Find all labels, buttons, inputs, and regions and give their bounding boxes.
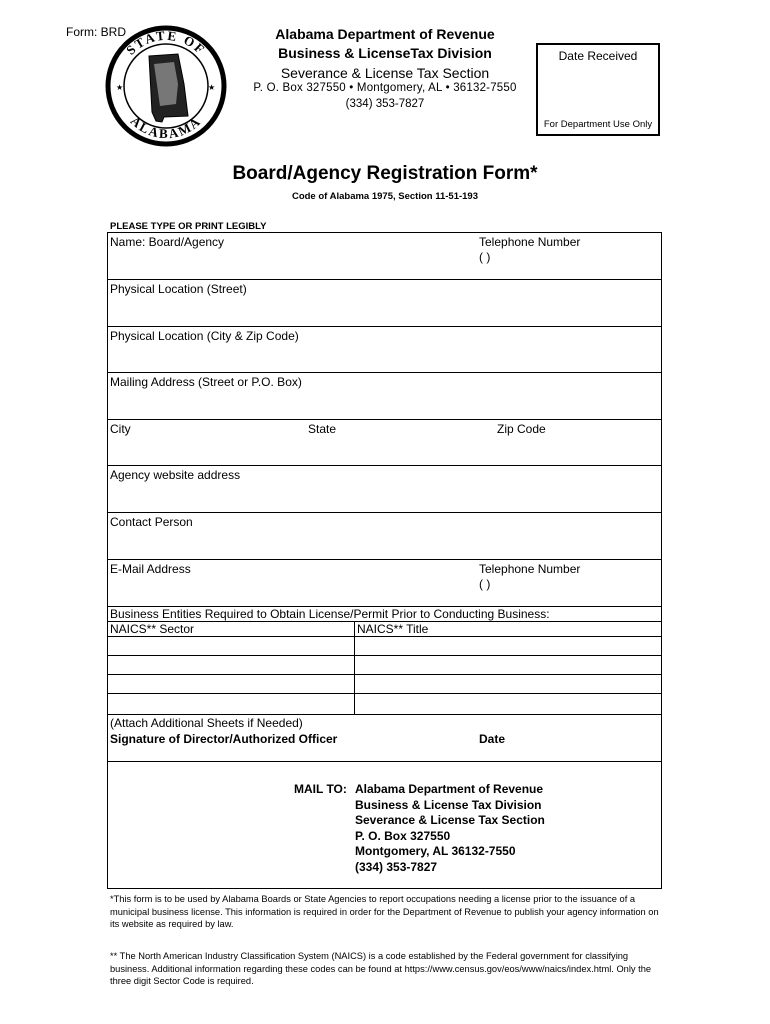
footnote-1: *This form is to be used by Alabama Boards or State Agencies to report occupations needing a license prior to the issuance of a municipal business license. This information is required in order for the Department of Revenue to publish your agency information on its website as required by law. xyxy=(110,894,659,929)
email-label: E-Mail Address xyxy=(110,562,191,576)
zip-label: Zip Code xyxy=(497,422,546,436)
footnote-2: ** The North American Industry Classification System (NAICS) is a code established by the Federal government for classifying business. Additional information regarding these codes can be found at https://www.census.gov/eos/www/naics/index.html. Only the three digit Sector Code is required. xyxy=(110,951,652,986)
mail-to-label: MAIL TO: xyxy=(294,782,347,796)
city-label: City xyxy=(110,422,131,436)
mail-line-1: Alabama Department of Revenue xyxy=(355,782,544,796)
form-id: Form: BRD xyxy=(66,25,126,39)
naics-row[interactable] xyxy=(108,694,661,715)
contact-person-field[interactable] xyxy=(108,513,661,560)
dept-phone: (334) 353-7827 xyxy=(345,98,425,110)
naics-header-row xyxy=(108,622,661,637)
entities-heading xyxy=(108,607,661,622)
signature-field[interactable] xyxy=(108,715,661,762)
mail-line-2: Business & License Tax Division xyxy=(355,797,542,812)
physical-city-field[interactable] xyxy=(108,327,661,373)
board-name-label: Name: Board/Agency xyxy=(110,235,225,249)
dept-name: Alabama Department of Revenue xyxy=(275,26,495,42)
physical-street-label: Physical Location (Street) xyxy=(110,282,247,296)
telephone-parens: ( ) xyxy=(479,250,491,264)
physical-city-label: Physical Location (City & Zip Code) xyxy=(110,329,299,343)
section-name: Severance & License Tax Section xyxy=(280,65,490,81)
state-seal-icon xyxy=(104,24,228,148)
date-label: Date xyxy=(479,732,506,746)
mailing-address-field[interactable] xyxy=(108,373,661,420)
board-name-field[interactable] xyxy=(108,233,661,280)
date-received-label: Date Received xyxy=(558,49,638,63)
svg-text:★: ★ xyxy=(116,83,124,92)
telephone-label-2: Telephone Number xyxy=(479,562,581,576)
dept-address: P. O. Box 327550 • Montgomery, AL • 36132-7550 xyxy=(253,82,517,94)
physical-street-field[interactable] xyxy=(108,280,661,327)
print-legibly: PLEASE TYPE OR PRINT LEGIBLY xyxy=(110,221,267,232)
telephone-label: Telephone Number xyxy=(479,235,581,249)
state-label: State xyxy=(308,422,337,436)
division-name: Business & LicenseTax Division xyxy=(278,45,492,61)
registration-form xyxy=(107,232,662,889)
website-label: Agency website address xyxy=(110,468,241,482)
svg-text:★: ★ xyxy=(208,83,216,92)
naics-title-label: NAICS** Title xyxy=(357,622,429,636)
naics-row[interactable] xyxy=(108,675,661,694)
mail-line-5: Montgomery, AL 36132-7550 xyxy=(355,844,516,858)
mail-line-6: (334) 353-7827 xyxy=(355,859,438,874)
svg-text:STATE OF xyxy=(123,28,209,58)
seal-top-text: STATE OF xyxy=(123,27,209,58)
entities-label: Business Entities Required to Obtain License/Permit Prior to Conducting Business: xyxy=(110,607,550,621)
city-state-zip-field[interactable] xyxy=(108,420,661,466)
code-reference: Code of Alabama 1975, Section 11-51-193 xyxy=(291,191,479,202)
mail-address xyxy=(355,782,545,875)
attach-label: (Attach Additional Sheets if Needed) xyxy=(110,716,303,730)
contact-person-label: Contact Person xyxy=(110,515,193,529)
signature-label: Signature of Director/Authorized Officer xyxy=(110,732,338,746)
naics-sector-label: NAICS** Sector xyxy=(110,622,195,636)
dept-use-label: For Department Use Only xyxy=(543,119,653,130)
date-received-box xyxy=(536,43,660,136)
mailing-address-label: Mailing Address (Street or P.O. Box) xyxy=(110,375,302,389)
email-field[interactable] xyxy=(108,560,661,607)
mail-to-section xyxy=(108,778,661,888)
website-field[interactable] xyxy=(108,466,661,513)
seal-bottom-text: ALABAMA xyxy=(127,113,205,142)
mail-line-4: P. O. Box 327550 xyxy=(355,828,451,843)
naics-row[interactable] xyxy=(108,656,661,675)
mail-line-3: Severance & License Tax Section xyxy=(355,813,545,827)
telephone-parens-2: ( ) xyxy=(479,577,491,591)
form-title: Board/Agency Registration Form* xyxy=(232,163,538,184)
naics-row[interactable] xyxy=(108,637,661,656)
